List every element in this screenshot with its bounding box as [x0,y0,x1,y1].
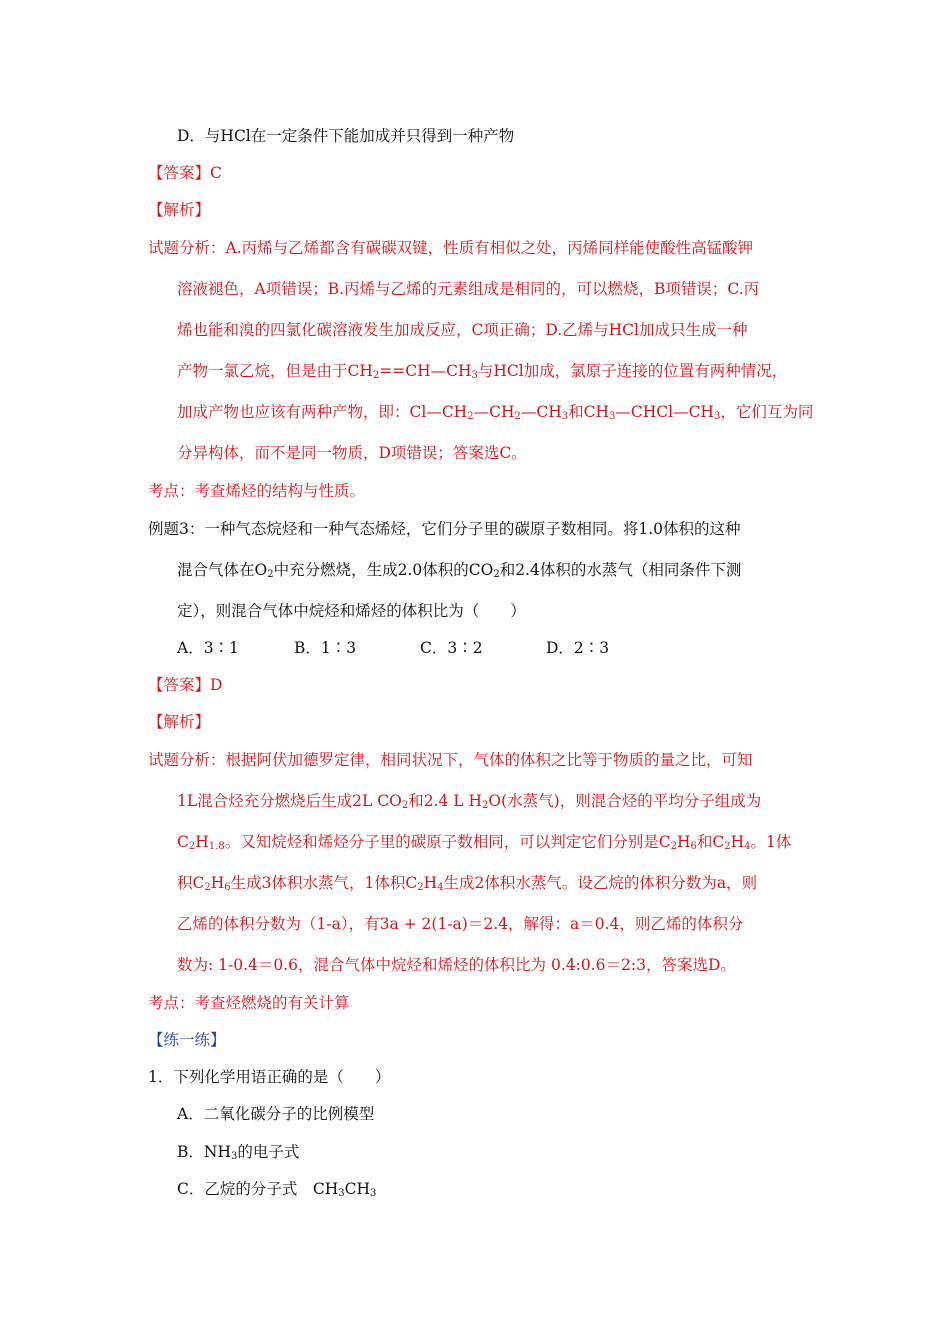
q3-analysis-line-1: 试题分析：根据阿伏加德罗定律，相同状况下，气体的体积之比等于物质的量之比，可知 [148,751,753,769]
q3-analysis-line-5: 乙烯的体积分数为（1-a），有3a + 2(1-a)＝2.4，解得：a＝0.4，则乙烯的体积分 [177,915,744,933]
practice-q1-option-b: B．$NH_3$的电子式 [177,1143,300,1162]
answer-value: C [210,164,222,182]
q3-option-b: B．1∶3 [294,639,357,657]
q2-answer [148,162,222,184]
q3-stem-line-3: 定），则混合气体中烷烃和烯烃的体积比为（ ） [177,602,526,620]
q3-option-c: C．3∶2 [420,639,483,657]
practice-q1-option-a: A．二氧化碳分子的比例模型 [177,1105,375,1123]
q3-stem-line-2: 混合气体在$O_2$中充分燃烧，生成2.0体积的$CO_2$和2.4体积的水蒸气（相同条件下测 [177,561,742,580]
q3-stem-line-1: 例题3：一种气态烷烃和一种气态烯烃，它们分子里的碳原子数相同。将1.0体积的这种 [148,520,741,538]
q2-option-d: D．与HCl在一定条件下能加成并只得到一种产物 [177,127,515,145]
q3-option-a: A．3∶1 [177,639,239,657]
q3-kaodian: 考点：考查烃燃烧的有关计算 [148,994,350,1012]
answer-label: 【答案】 [148,676,211,694]
q2-analysis-line-4: 产物一氯乙烷，但是由于$CH_2==CH—CH_3$与HCl加成，氯原子连接的位置有两种情况， [177,362,788,381]
q3-analysis-line-2: 1L混合烃充分燃烧后生成2L $CO_2$和2.4 L $H_2O$(水蒸气)，则混合烃的平均分子组成为 [177,792,762,811]
q3-analysis-line-3: $C_2H_{1.8}$。又知烷烃和烯烃分子里的碳原子数相同，可以判定它们分别是$C_2H_6$和$C_2H_4$。1体 [177,833,792,852]
q2-kaodian: 考点：考查烯烃的结构与性质。 [148,482,366,500]
q3-option-d: D．2∶3 [546,639,610,657]
q2-analysis-line-1: 试题分析：A.丙烯与乙烯都含有碳碳双键，性质有相似之处，丙烯同样能使酸性高锰酸钾 [148,239,754,257]
q2-analysis-label: 【解析】 [148,201,211,219]
practice-q1-stem: 1．下列化学用语正确的是（ ） [148,1068,391,1086]
q2-analysis-line-3: 烯也能和溴的四氯化碳溶液发生加成反应，C项正确；D.乙烯与HCl加成只生成一种 [177,321,748,339]
q3-analysis-line-6: 数为: 1-0.4＝0.6，混合气体中烷烃和烯烃的体积比为 0.4:0.6＝2:3，答案选D。 [177,956,736,974]
q3-analysis-label: 【解析】 [148,713,211,731]
q2-analysis-line-2: 溶液褪色，A项错误；B.丙烯与乙烯的元素组成是相同的，可以燃烧，B项错误；C.丙 [177,280,760,298]
answer-value: D [210,676,223,694]
q3-answer [148,674,222,696]
answer-label: 【答案】 [148,164,211,182]
q2-analysis-line-5: 加成产物也应该有两种产物，即：$Cl—CH_2—CH_2—CH_3$和$CH_3—CHCl—CH_3$，它们互为同 [177,403,814,422]
practice-header: 【练一练】 [148,1031,226,1049]
q2-analysis-line-6: 分异构体，而不是同一物质，D项错误；答案选C。 [177,444,527,462]
practice-q1-option-c: C．乙烷的分子式 $CH_3CH_3$ [177,1180,377,1199]
q3-analysis-line-4: 积$C_2H_6$生成3体积水蒸气，1体积$C_2H_4$生成2体积水蒸气。设乙烷的体积分数为a，则 [177,874,758,893]
q3-options [177,637,609,659]
